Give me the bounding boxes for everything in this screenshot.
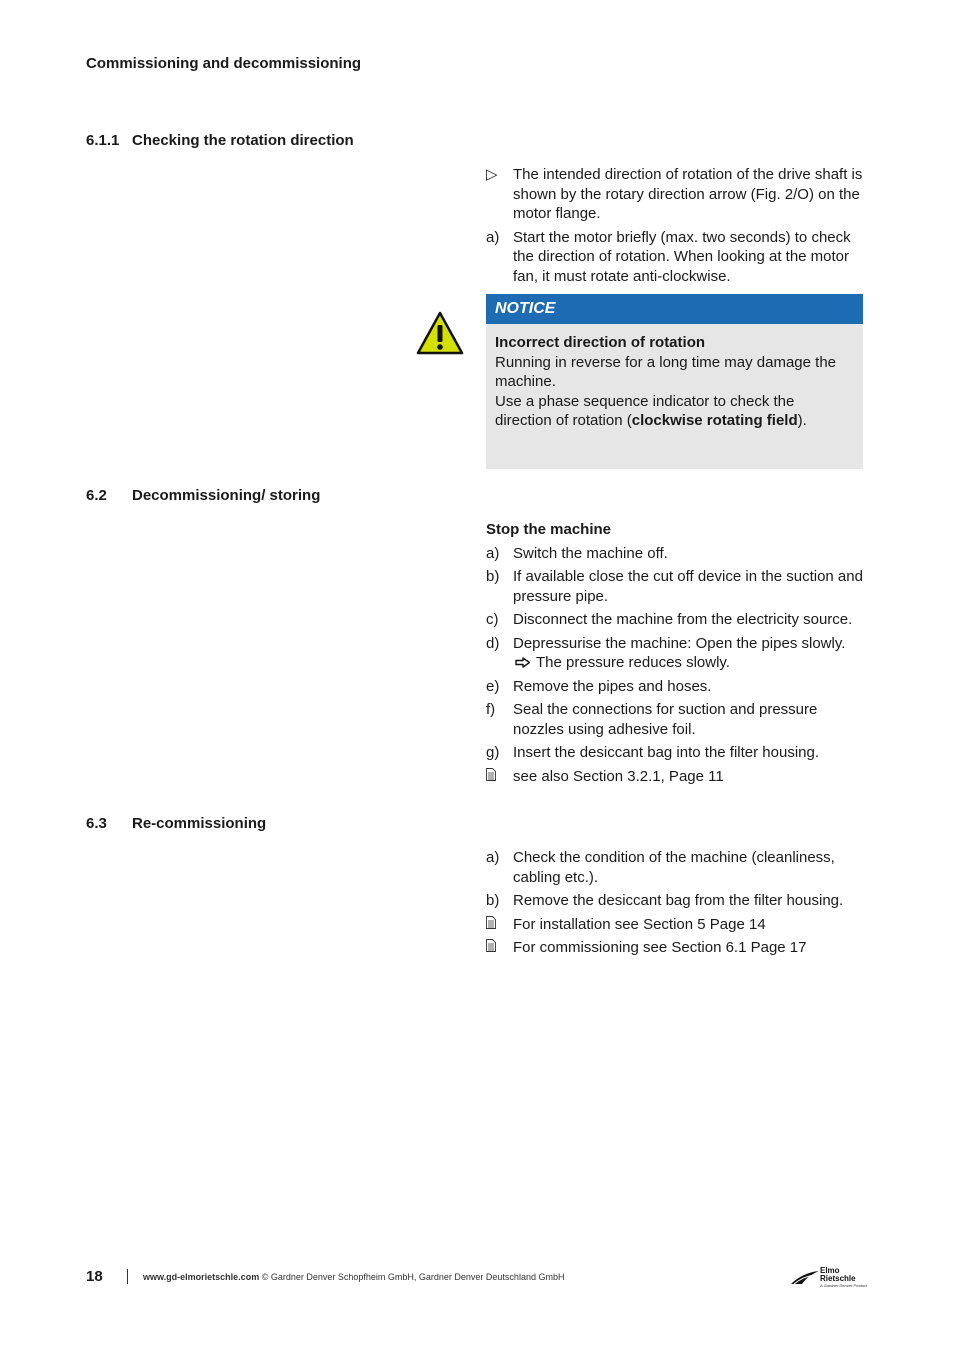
- document-reference-icon: [486, 939, 496, 952]
- notice-header: NOTICE: [486, 294, 863, 324]
- footer-divider: [127, 1269, 128, 1284]
- notice-body: [486, 324, 863, 469]
- list-item: a) Switch the machine off.: [486, 544, 668, 562]
- list-item: For commissioning see Section 6.1 Page 17: [486, 938, 866, 958]
- section-title: Decommissioning/ storing: [132, 487, 321, 504]
- document-reference-icon: [486, 768, 496, 781]
- section-number: 6.2: [86, 487, 107, 504]
- section-title: Re-commissioning: [132, 815, 267, 832]
- document-reference-icon: [486, 916, 496, 929]
- warning-triangle-icon: [416, 311, 464, 355]
- section-title: Checking the rotation direction: [132, 132, 354, 149]
- list-item: c) Disconnect the machine from the electricity source.: [486, 611, 853, 628]
- elmo-rietschle-logo: Elmo Rietschle A Gardner Denver Product: [790, 1266, 866, 1290]
- recommission-steps: [486, 848, 866, 958]
- list-item: b) Remove the desiccant bag from the filter housing.: [486, 892, 844, 909]
- section-heading-6-1-1: [86, 132, 354, 149]
- list-item: f) Seal the connections for suction and pressure nozzles using adhesive foil.: [486, 701, 818, 738]
- notice-text: Running in reverse for a long time may damage the machine.: [495, 353, 837, 390]
- list-item: ▷ The intended direction of rotation of the drive shaft is shown by the rotary direction arrow (Fig. 2/O) on the motor flange.: [486, 166, 863, 222]
- list-item: g) Insert the desiccant bag into the filter housing.: [486, 744, 820, 761]
- list-item: a) Check the condition of the machine (cleanliness, cabling etc.).: [486, 849, 835, 886]
- list-item: e) Remove the pipes and hoses.: [486, 677, 712, 695]
- section-heading-6-2: [86, 487, 320, 504]
- list-item: see also Section 3.2.1, Page 11: [486, 767, 866, 787]
- list-item: For installation see Section 5 Page 14: [486, 915, 866, 935]
- swoosh-logo-icon: [790, 1269, 820, 1285]
- footer-url-link[interactable]: www.gd-elmorietschle.com: [143, 1272, 260, 1282]
- list-item: d) Depressurise the machine: Open the pipes slowly.The pressure reduces slowly.: [486, 634, 846, 671]
- section-heading-6-3: [86, 815, 266, 832]
- notice-text: Use a phase sequence indicator to check the direction of rotation (clockwise rotating field).: [495, 392, 807, 429]
- triangle-bullet-icon: ▷: [486, 166, 498, 183]
- page-header-title: Commissioning and decommissioning: [86, 55, 362, 72]
- rotation-instructions: [486, 165, 866, 286]
- section-number: 6.1.1: [86, 132, 120, 149]
- page-number: 18: [86, 1268, 103, 1285]
- footer-copyright: www.gd-elmorietschle.com © Gardner Denver Schopfheim GmbH, Gardner Denver Deutschland GmbH: [143, 1272, 565, 1282]
- subheading: Stop the machine: [486, 521, 612, 538]
- notice-heading: Incorrect direction of rotation: [495, 334, 706, 351]
- section-number: 6.3: [86, 815, 107, 832]
- list-item: a) Start the motor briefly (max. two seconds) to check the direction of rotation. When looking at the motor fan, it must rotate anti-clockwise.: [486, 228, 851, 285]
- decommission-steps: [486, 520, 866, 786]
- list-item: b) If available close the cut off device in the suction and pressure pipe.: [486, 568, 863, 605]
- result-arrow-icon: [515, 657, 531, 668]
